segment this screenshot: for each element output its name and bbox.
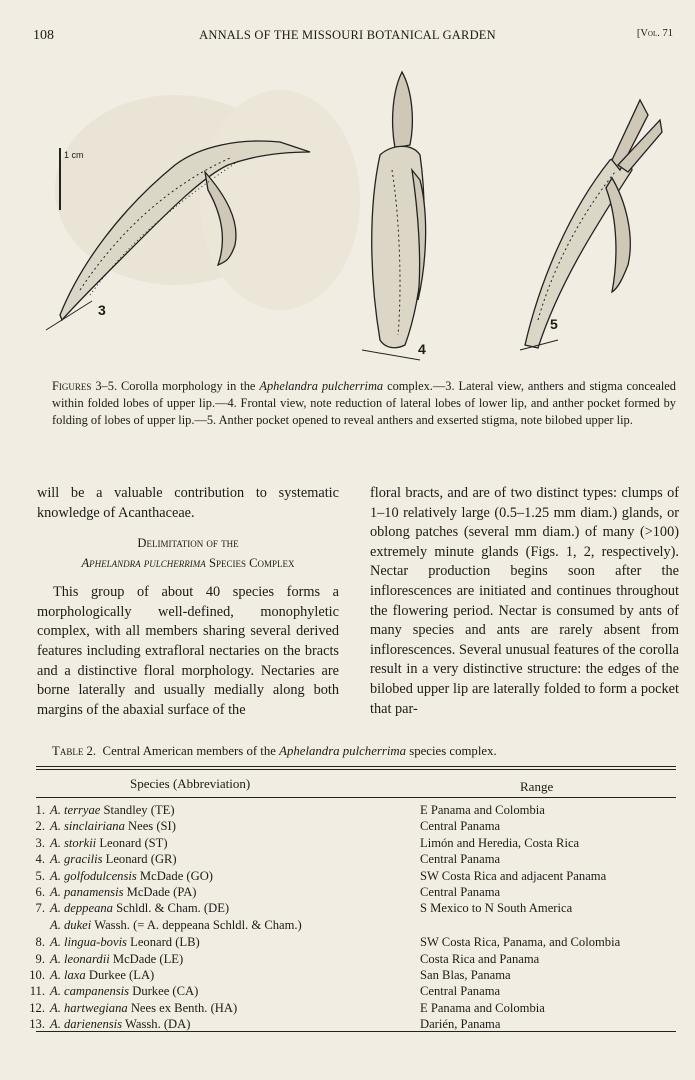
epithet: golfodulcensis [64,868,137,883]
section-heading [37,533,339,573]
epithet: deppeana [64,901,113,916]
species-cell [24,1000,237,1016]
author: Nees ex Benth. (HA) [130,1000,238,1015]
table-row [24,1016,664,1032]
table-caption-suffix: species complex. [409,744,497,758]
genus: A. [50,852,61,867]
table-header-species: Species (Abbreviation) [130,776,251,791]
row-number: 1. [35,803,45,817]
caption-taxon: Aphelandra pulcherrima [259,379,384,393]
epithet: leonardii [64,951,110,966]
table-row [24,934,664,950]
row-number: 10. [29,967,45,982]
range-cell: Central Panama [420,884,501,899]
author: Leonard (LB) [130,935,200,950]
epithet: terryae [64,803,101,817]
table-row [24,967,664,983]
author: Leonard (ST) [99,835,168,850]
epithet: hartwegiana [64,1000,128,1015]
table-body [24,802,664,1032]
range-cell: Darién, Panama [420,1017,501,1032]
table-top-rule-2 [36,769,676,770]
range-cell: SW Costa Rica and adjacent Panama [420,868,607,883]
figure-label-3: 3 [98,302,106,318]
species-cell [24,884,196,900]
species-cell [24,851,177,867]
table-row [24,818,664,834]
figure-plate [0,60,695,372]
author: Wassh. (DA) [125,1017,191,1032]
author: Leonard (GR) [105,852,177,867]
genus: A. [50,803,61,817]
table-top-rule [36,766,676,767]
right-column [370,484,679,719]
genus: A. [50,984,61,999]
genus: A. [50,901,61,916]
range-cell: E Panama and Colombia [420,1000,545,1015]
author: Nees (SI) [128,819,176,834]
species-cell [24,967,154,983]
row-number: 4. [35,852,45,867]
epithet: laxa [64,967,86,982]
epithet: panamensis [64,884,124,899]
author: Durkee (CA) [132,984,199,999]
author: Schldl. & Cham. (DE) [116,901,230,916]
epithet: dukei [64,917,92,932]
species-cell [24,835,168,851]
section-heading-taxon: Aphelandra pulcherrima [81,556,206,571]
table-row [24,900,664,916]
row-number: 8. [35,935,45,950]
table-row [24,868,664,884]
table-row [24,917,664,933]
caption-prefix: Figures 3–5. [52,379,118,393]
genus: A. [50,935,61,950]
species-cell [24,818,176,834]
figure-4-frontal-corolla [362,72,426,360]
epithet: storkii [64,835,97,850]
epithet: campanensis [64,984,130,999]
range-cell: E Panama and Colombia [420,803,545,817]
table-caption [52,744,497,759]
section-heading-line1: Delimitation of the [137,536,239,551]
range-cell: SW Costa Rica, Panama, and Colombia [420,935,621,950]
table-caption-text: Central American members of the [102,744,276,758]
genus: A. [50,835,61,850]
table-caption-prefix: Table 2. [52,744,97,758]
scale-label: 1 cm [64,150,84,160]
caption-text-2: complex.—3. Lateral view, anthers and stigma concealed within folded lobes of upper lip.—4. Frontal view, note reduction of lateral lobes of lower lip, and anther pocket formed by folding of lobes of upper lip.—5. Anther pocket opened to reveal anthers and exserted stigma, note bilobed upper lip. [52,379,676,427]
range-cell: San Blas, Panama [420,967,511,982]
table-row [24,835,664,851]
genus: A. [50,868,61,883]
table-row [24,983,664,999]
epithet: sinclairiana [64,819,125,834]
table-bottom-rule [36,1031,676,1032]
range-cell: S Mexico to N South America [420,901,573,916]
row-number: 9. [35,951,45,966]
range-cell: Costa Rica and Panama [420,951,540,966]
genus: A. [50,884,61,899]
genus: A. [50,967,61,982]
table-caption-taxon: Aphelandra pulcherrima [279,744,407,758]
species-cell [24,983,198,999]
author: McDade (PA) [126,884,197,899]
row-number: 11. [29,984,45,999]
row-number: 13. [29,1017,45,1032]
species-cell [24,917,302,933]
row-number: 7. [35,901,45,916]
range-cell: Central Panama [420,852,501,867]
genus: A. [50,917,61,932]
table-row [24,884,664,900]
paragraph: floral bracts, and are of two distinct types: clumps of 1–10 relatively large (0.5–1.25 mm diam.) glands, or oblong patches (several mm diam.) of many (>100) extremely minute glands (Figs. 1, 2, respectively). Nectar production begins soon after the inflorescences are initiated and continues throughout the flowering period. Nectar is consumed by ants of many species and ants are rarely absent from inflorescences. Several unusual features of the corolla result in a very distinctive structure: the edges of the bilobed upper lip are laterally folded to form a pocket that par- [370,485,679,717]
genus: A. [50,1000,61,1015]
paragraph: This group of about 40 species forms a morphologically well-defined, monophyletic complex, with all members sharing several derived features including extrafloral nectaries on the bracts and a distinctive floral morphology. Nectaries are borne laterally and usually medially along both margins of the abaxial surface of the [37,584,339,718]
range-cell: Limón and Heredia, Costa Rica [420,835,580,850]
epithet: lingua-bovis [64,935,127,950]
author: McDade (LE) [112,951,184,966]
table-row [24,951,664,967]
author: McDade (GO) [139,868,214,883]
genus: A. [50,819,61,834]
volume-label: [Vol. 71 [636,28,673,39]
row-number: 3. [35,835,45,850]
section-heading-line2: Species Complex [208,556,295,571]
table-row [24,802,664,818]
figure-label-5: 5 [550,316,558,332]
species-cell [24,868,213,884]
caption-text-1: Corolla morphology in the [121,379,256,393]
table-row [24,1000,664,1016]
genus: A. [50,1017,61,1032]
paragraph: will be a valuable contribution to systematic knowledge of Acanthaceae. [37,485,339,521]
row-number: 2. [35,819,45,834]
range-cell: Central Panama [420,984,501,999]
author: Standley (TE) [103,803,175,817]
author: Wassh. (= A. deppeana Schldl. & Cham.) [94,917,302,932]
range-cell: Central Panama [420,819,501,834]
row-number: 12. [29,1000,45,1015]
figure-label-4: 4 [418,341,426,357]
figure-5-opened-corolla [520,100,662,350]
row-number: 6. [35,884,45,899]
epithet: darienensis [64,1017,123,1032]
table-row [24,851,664,867]
table-header-range: Range [520,779,554,794]
left-column [37,484,339,720]
species-cell [24,802,175,818]
species-cell [24,934,200,950]
species-cell [24,951,183,967]
author: Durkee (LA) [88,967,155,982]
epithet: gracilis [64,852,103,867]
figure-caption [52,378,676,429]
genus: A. [50,951,61,966]
page-number: 108 [33,28,54,43]
species-cell [24,900,229,916]
row-number: 5. [35,868,45,883]
table-header-rule [36,797,676,798]
journal-title: ANNALS OF THE MISSOURI BOTANICAL GARDEN [199,28,496,42]
